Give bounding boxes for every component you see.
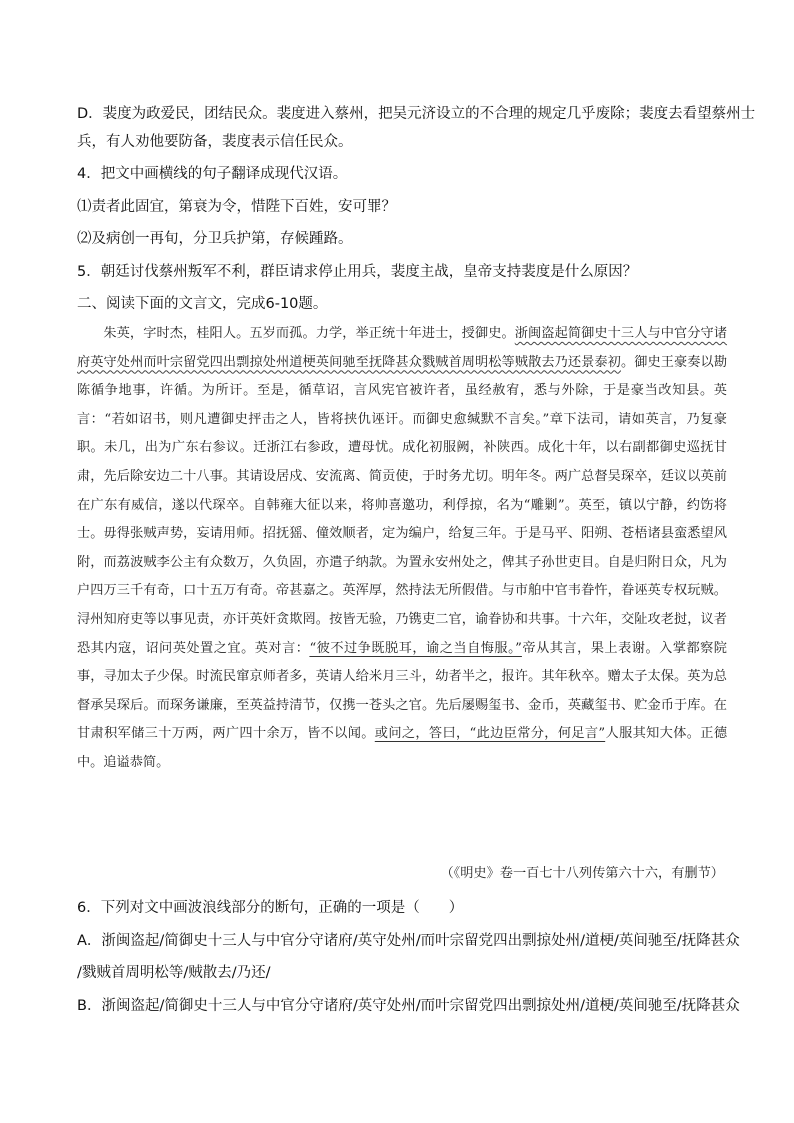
passage-end: 人服其知大体。正德中。追谥恭简。 [77,726,728,770]
passage-source: （《明史》卷一百七十八列传第六十六，有删节） [440,866,724,881]
underlined-sentence-1: “彼不过争既脱耳，谕之当自悔服。” [309,640,522,656]
option-a-line-1: A．浙闽盗起/简御史十三人与中官分守诸府/英守处州/而叶宗留党四出剽掠处州/道梗/英间驰至/抚降甚众 [77,933,740,949]
option-b-line-1: B．浙闽盗起/简御史十三人与中官分守诸府/英守处州/而叶宗留党四出剽掠处州/道梗/英间驰至/抚降甚众 [77,998,740,1014]
passage-body: 。御史王豪奏以勘陈循争地事，许循。为所讦。至是，循草诏，言风宪官被许者，虽经赦宥，悉与外除，于是豪当改知县。英言：“若如诏书，则凡遭御史抨击之人，皆将挟仇诬讦。而御史愈缄默不言矣。”章下法司，请如英言，乃复豪职。未几，出为广东右参议。迁浙江右参政，遭母忧。成化初服阙，补陕西。成化十年，以右副都御史巡抚甘肃，先后除安边二十八事。其请设居戍、安流离、简贡使，于时务尤切。明年冬。两广总督吴琛卒，廷议以英前在广东有威信，遂以代琛卒。自韩雍大征以来，将帅喜邀功，利俘掠，名为“雕剿”。英至，镇以宁静，约饬将士。毋得张贼声势，妄请用师。招抚猺、僮效顺者，定为编户，给复三年。于是马平、阳朔、苍梧诸县蛮悉望风附，而荔波贼李公主有众数万，久负固，亦遣子纳款。为置永安州处之，俾其子孙世吏目。自是归附日众，凡为户四万三千有奇，口十五万有奇。帝甚嘉之。英浑厚，然持法无所假借。与市舶中官韦眷忤，眷诬英专权玩贼。浔州知府吏等以事见责，亦讦英奸贪欺罔。按皆无验，乃镌吏二官，谕眷协和共事。十六年，交阯攻老挝，议者恐其内寇，诏问英处置之宜。英对言： [77,354,728,656]
passage-intro: 朱英，字时杰，桂阳人。五岁而孤。力学，举正统十年进士，授御史。 [103,326,515,341]
passage-text [77,320,727,778]
question-6: 6．下列对文中画波浪线部分的断句，正确的一项是（ ） [77,900,464,916]
question-4: 4．把文中画横线的句子翻译成现代汉语。 [77,166,348,182]
classical-chinese-passage [77,320,727,778]
option-d-line-2: 兵，有人劝他要防备，裴度表示信任民众。 [77,134,353,150]
wavy-underlined-sentence: 浙闽盗起简御史十三人与中官分守诸府英守处州而叶宗留党四出剽掠处州道梗英间驰至抚降甚众戮贼首周明松等贼散去乃还景泰初 [77,326,728,370]
passage-body-2: 帝从其言，果上表谢。入掌都察院事，寻加太子少保。时流民窜京师者多，英请人给米月三斗，幼者半之，报许。其年秋卒。赠太子太保。英为总督承吴琛后。而琛务谦廉，至英益持清节，仅携一苍头之官。先后屡赐玺书、金币，英藏玺书、贮金币于库。在甘肃积军储三十万两，两广四十余万，皆不以闻。 [77,640,727,742]
section-2-heading: 二、阅读下面的文言文，完成6-10题。 [77,296,328,312]
underlined-sentence-2: 或问之，答曰，“此边臣常分，何足言” [374,726,606,742]
question-5: 5．朝廷讨伐蔡州叛军不利，群臣请求停止用兵，裴度主战，皇帝支持裴度是什么原因？ [77,264,638,280]
option-a-line-2: /戮贼首周明松等/贼散去/乃还/ [77,965,271,981]
question-4-item-2: ⑵及病创一再旬，分卫兵护第，存候踵路。 [77,231,353,247]
question-4-item-1: ⑴责者此固宜，第衰为令，惜陛下百姓，安可罪？ [77,199,396,215]
option-d-line-1: D．裴度为政爱民，团结民众。裴度进入蔡州，把吴元济设立的不合理的规定几乎废除；裴度去看望蔡州士 [77,106,756,122]
